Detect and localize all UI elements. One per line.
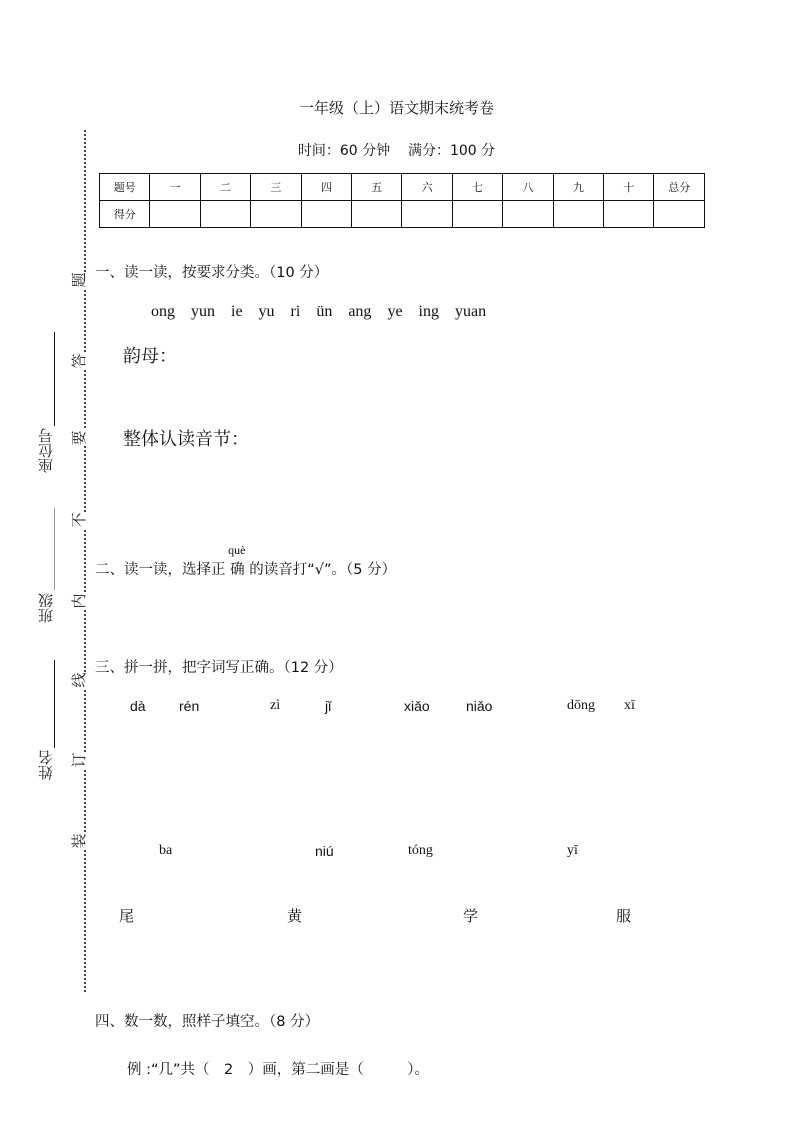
- finals-label: 韵母：: [123, 346, 177, 367]
- exam-subtitle: [0, 140, 793, 160]
- seat-number-label: 座位号: [37, 428, 55, 473]
- pinyin-word: rén: [179, 698, 200, 714]
- pinyin-word: ba: [159, 843, 173, 858]
- q1-heading: 一、读一读，按要求分类。（10 分）: [95, 265, 329, 281]
- time-label: 时间：60 分钟: [297, 143, 391, 159]
- pinyin-word: xī: [624, 698, 635, 713]
- q1-syllable-list: [151, 303, 486, 321]
- binding-char: 题: [70, 272, 88, 288]
- syllable: ün: [316, 303, 333, 320]
- q4-example: 例 :“几”共（ 2 ）画，第二画是（ ）。: [127, 1062, 429, 1078]
- character-prompt: 服: [616, 907, 632, 925]
- table-cell: 得分: [100, 201, 150, 228]
- syllable: yun: [191, 303, 215, 320]
- score-input-cell[interactable]: [553, 201, 603, 228]
- binding-char: 内: [70, 593, 88, 609]
- q3-heading: 三、拼一拼，把字词写正确。（12 分）: [95, 660, 343, 676]
- syllable: ye: [387, 303, 403, 320]
- character-prompt: 黄: [287, 907, 303, 925]
- table-cell: 十: [604, 174, 654, 201]
- pinyin-word: jǐ: [325, 698, 332, 714]
- table-cell: 总分: [654, 174, 705, 201]
- syllable: yuan: [455, 303, 487, 320]
- q2-heading: [95, 543, 397, 579]
- pinyin-word: niú: [315, 843, 334, 859]
- table-cell: 三: [251, 174, 301, 201]
- binding-char: 答: [70, 353, 88, 369]
- table-cell: 九: [553, 174, 603, 201]
- full-score-label: 满分：100 分: [407, 143, 496, 159]
- q2-heading-text-after: 的读音打“√”。（5 分）: [249, 562, 397, 578]
- class-field-line[interactable]: [54, 508, 55, 590]
- table-cell: 五: [352, 174, 402, 201]
- pinyin-word: dà: [130, 698, 146, 714]
- pinyin-word: niǎo: [466, 698, 493, 714]
- whole-syllables-label: 整体认读音节：: [123, 429, 249, 450]
- score-input-cell[interactable]: [251, 201, 301, 228]
- exam-title: 一年级（上）语文期末统考卷: [298, 99, 494, 117]
- pinyin-word: dōng: [567, 698, 595, 713]
- q2-heading-text: 二、读一读，选择正: [95, 562, 226, 578]
- table-cell: 一: [150, 174, 200, 201]
- binding-char: 装: [70, 833, 88, 849]
- pinyin-word: xiǎo: [404, 698, 430, 714]
- score-table: [99, 173, 705, 228]
- syllable: yu: [258, 303, 275, 320]
- pinyin-word: zì: [270, 698, 281, 713]
- score-input-cell[interactable]: [352, 201, 402, 228]
- q4-heading: 四、数一数，照样子填空。（8 分）: [95, 1014, 320, 1030]
- binding-dotted-line: [84, 130, 86, 992]
- score-input-cell[interactable]: [503, 201, 553, 228]
- syllable: ing: [418, 303, 439, 320]
- binding-char: 线: [70, 672, 88, 688]
- score-input-cell[interactable]: [200, 201, 250, 228]
- syllable: ong: [151, 303, 175, 320]
- q2-char-pinyin: què: [228, 543, 246, 557]
- score-input-cell[interactable]: [150, 201, 200, 228]
- score-input-cell[interactable]: [301, 201, 351, 228]
- pinyin-word: tóng: [408, 843, 433, 858]
- name-label: 姓名: [37, 750, 55, 780]
- table-cell: 七: [452, 174, 502, 201]
- binding-char: 不: [70, 512, 88, 528]
- syllable: ri: [290, 303, 301, 320]
- question-number-row: [100, 174, 705, 201]
- table-cell: 四: [301, 174, 351, 201]
- class-label: 班级: [37, 593, 55, 623]
- character-prompt: 尾: [119, 907, 135, 925]
- score-row: [100, 201, 705, 228]
- binding-char: 订: [70, 752, 88, 768]
- name-field-line[interactable]: [54, 660, 55, 748]
- binding-char: 要: [70, 430, 88, 446]
- seat-number-field-line[interactable]: [54, 332, 55, 426]
- syllable: ang: [348, 303, 372, 320]
- table-cell: 八: [503, 174, 553, 201]
- character-prompt: 学: [463, 907, 479, 925]
- q2-target-char-wrap: [228, 543, 246, 579]
- syllable: ie: [231, 303, 243, 320]
- pinyin-word: yī: [567, 843, 578, 858]
- table-cell: 题号: [100, 174, 150, 201]
- score-input-cell[interactable]: [402, 201, 452, 228]
- score-input-cell[interactable]: [654, 201, 705, 228]
- score-input-cell[interactable]: [604, 201, 654, 228]
- table-cell: 六: [402, 174, 452, 201]
- score-input-cell[interactable]: [452, 201, 502, 228]
- q2-target-char: 确: [230, 562, 245, 578]
- table-cell: 二: [200, 174, 250, 201]
